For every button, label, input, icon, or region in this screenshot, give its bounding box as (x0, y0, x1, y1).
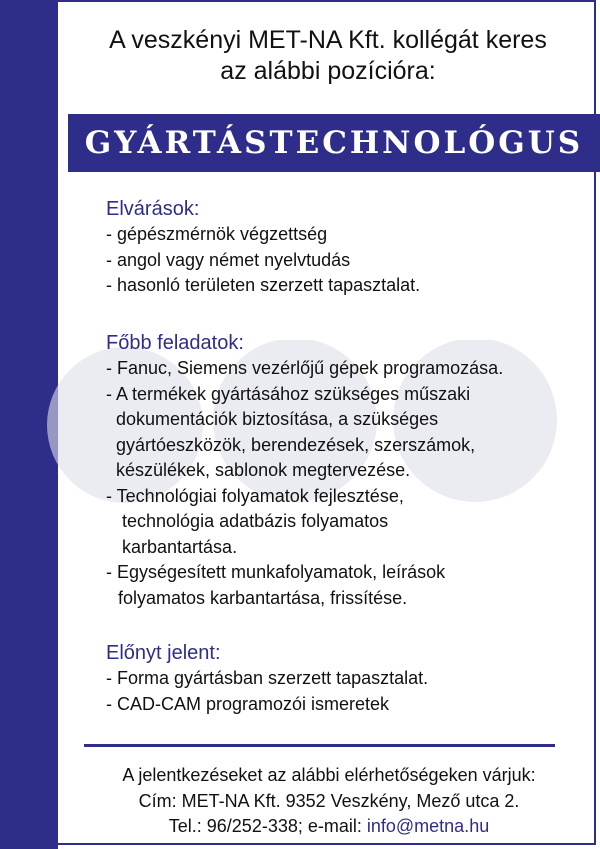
contact-email-link[interactable]: info@metna.hu (366, 816, 490, 836)
list-item: - Egységesített munkafolyamatok, leírások (106, 562, 446, 582)
list-item: - Forma gyártásban szerzett tapasztalat. (106, 668, 429, 688)
requirements-heading: Elvárások: (106, 198, 200, 220)
list-item-continuation: technológia adatbázis folyamatos (122, 511, 389, 531)
list-item-continuation: készülékek, sablonok megtervezése. (116, 460, 411, 480)
intro-line-2: az alábbi pozícióra: (220, 57, 436, 85)
contact-phone: Tel.: 96/252-338; e-mail: (168, 816, 367, 836)
list-item-continuation: gyártóeszközök, berendezések, szerszámok, (116, 434, 476, 455)
contact-line-3 (58, 814, 600, 840)
list-item-continuation: karbantartása. (122, 536, 238, 557)
list-item-continuation: folyamatos karbantartása, frissítése. (118, 587, 408, 608)
list-item: - Technológiai folyamatok fejlesztése, (106, 485, 404, 506)
list-item-continuation: dokumentációk biztosítása, a szükséges (116, 409, 439, 429)
advantages-section (106, 641, 600, 717)
divider-line (84, 744, 555, 747)
intro-text (58, 25, 598, 87)
list-item: - CAD-CAM programozói ismeretek (106, 693, 390, 714)
list-item: - A termékek gyártásához szükséges műszaki (106, 383, 471, 404)
tasks-section (106, 331, 600, 611)
contact-block (58, 763, 600, 840)
list-item: - Fanuc, Siemens vezérlőjű gépek programozása. (106, 358, 504, 378)
list-item: - hasonló területen szerzett tapasztalat. (106, 275, 421, 295)
tasks-heading: Főbb feladatok: (106, 332, 244, 354)
job-title: GYÁRTÁSTECHNOLÓGUS (84, 125, 584, 161)
contact-address: Cím: MET-NA Kft. 9352 Veszkény, Mező utca 2. (138, 790, 520, 811)
job-title-banner (68, 114, 600, 172)
requirements-section (106, 197, 600, 299)
advantages-list (106, 666, 600, 717)
tasks-list (106, 356, 600, 611)
list-item: - gépészmérnök végzettség (106, 224, 328, 244)
advantages-heading: Előnyt jelent: (106, 642, 221, 664)
contact-line-1: A jelentkezéseket az alábbi elérhetőségeken várjuk: (122, 765, 536, 785)
list-item: - angol vagy német nyelvtudás (106, 249, 351, 270)
intro-line-1: A veszkényi MET-NA Kft. kollégát keres (109, 26, 547, 54)
requirements-list (106, 222, 600, 299)
